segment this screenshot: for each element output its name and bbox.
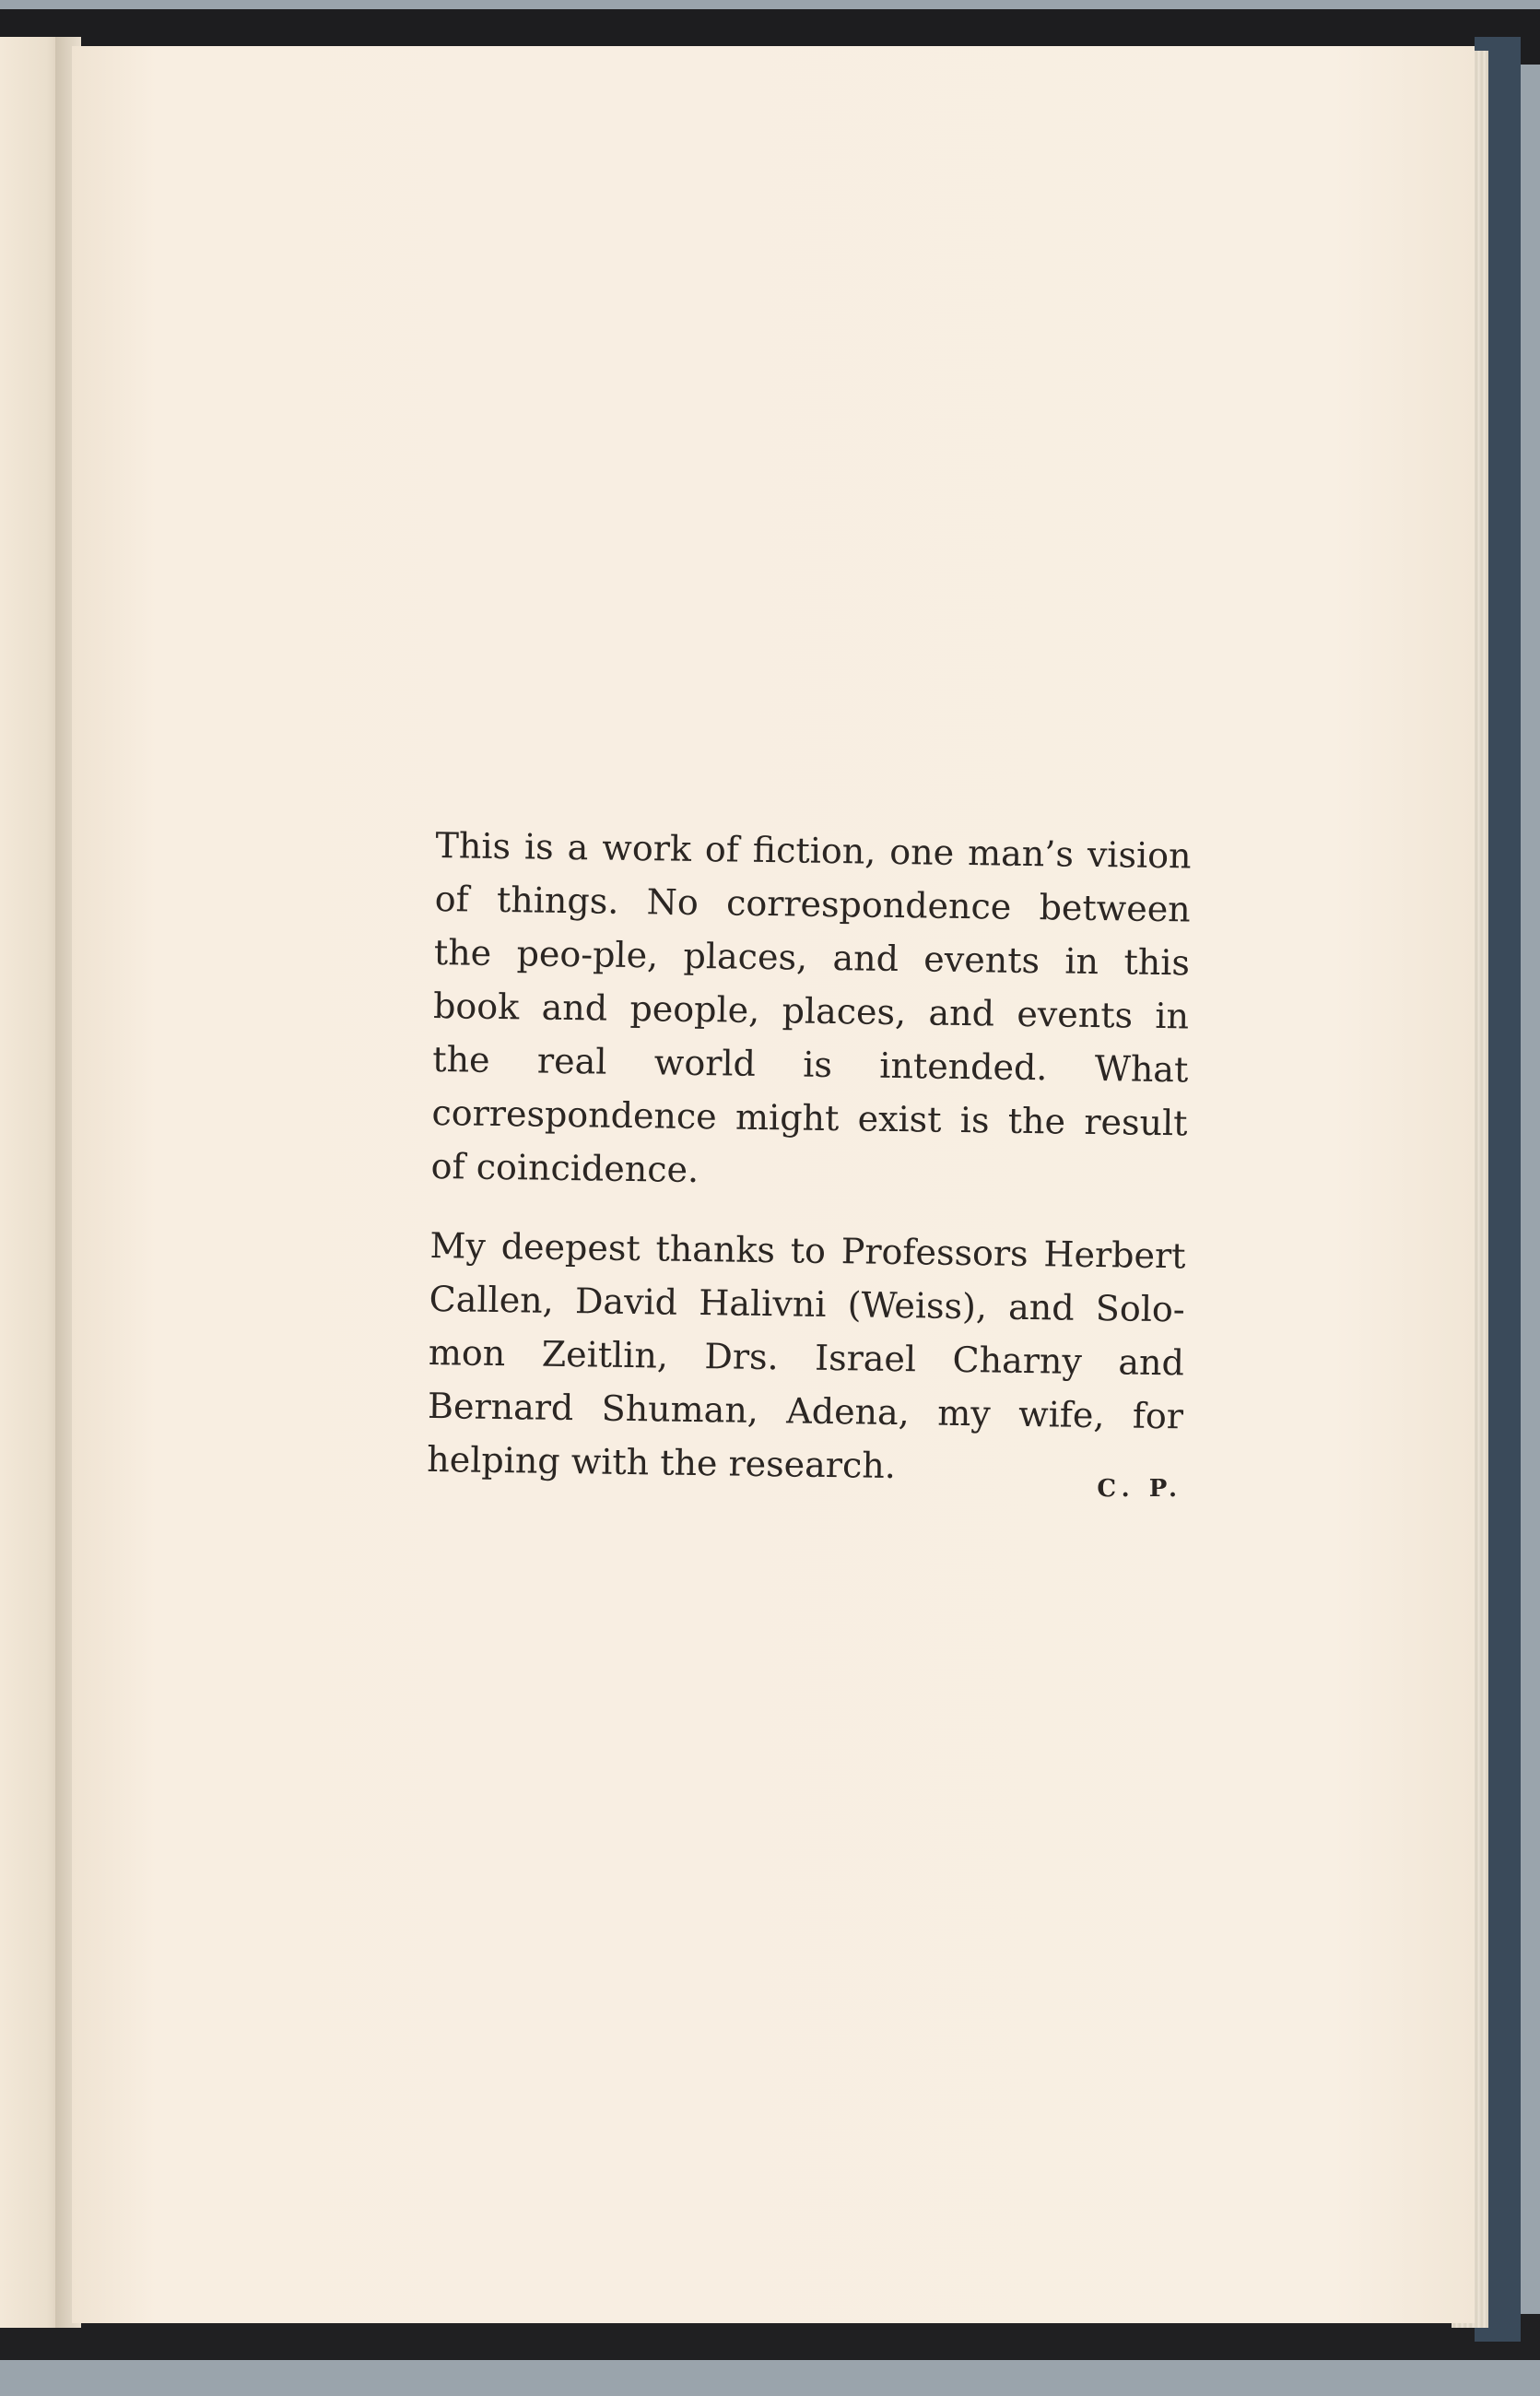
- acknowledgments-paragraph: My deepest thanks to Professors Herbert Callen, David Halivni (Weiss), and Solo-mon Zeitlin, Drs. Israel Charny and Bernard Shuman, Adena, my wife, for helping with the research.: [426, 1224, 1186, 1487]
- book-page: [72, 46, 1475, 2323]
- author-initials: C. P.: [1097, 1475, 1182, 1503]
- disclaimer-text-block: [427, 819, 1192, 1522]
- disclaimer-paragraph: This is a work of fiction, one man’s vision of things. No correspondence between the peo-ple, places, and events in this book and people, places, and events in the real world is intended. What correspondence might exist is the result of coincidence.: [430, 824, 1192, 1191]
